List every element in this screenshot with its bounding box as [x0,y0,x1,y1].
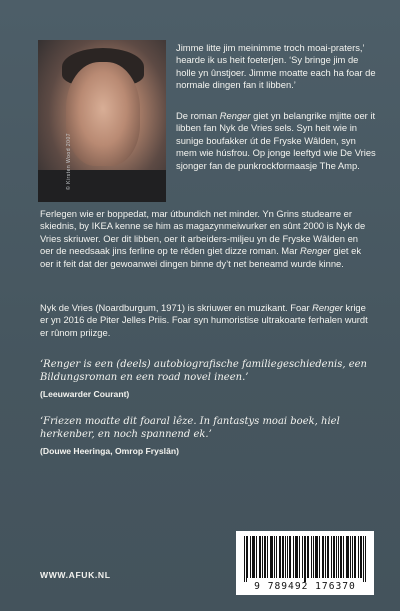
barcode-bar [323,536,324,578]
barcode-bar [252,536,253,578]
publisher-website: WWW.AFUK.NL [40,570,111,580]
review-source-2: (Douwe Heeringa, Omrop Fryslân) [40,446,179,456]
barcode-bar [304,536,305,582]
review-quote-2: ‘Friezen moatte dit foaral lêze. In fantastys moai boek, hiel herkenber, en noch spannend ek.’ [40,416,340,440]
barcode-bar [328,536,329,578]
barcode-bar [361,536,362,578]
barcode-bar [341,536,342,578]
barcode-bar [313,536,314,578]
barcode-bar [338,536,339,578]
barcode-bar [365,536,366,582]
barcode-bar [315,536,316,578]
barcode-bar [325,536,326,578]
barcode-bar [297,536,298,578]
isbn-barcode [236,531,374,595]
barcode-bar [319,536,320,578]
barcode-bar [272,536,273,578]
bio-book-title: Renger [312,302,343,313]
barcode-bar [308,536,309,578]
barcode-bar [299,536,300,578]
barcode-bar [274,536,275,578]
barcode-bar [282,536,283,578]
blurb-paragraph [176,110,376,172]
author-face [66,62,140,166]
barcode-bar [302,536,303,578]
barcode-bar [340,536,341,578]
barcode-bar [264,536,265,578]
barcode-bar [363,536,364,582]
barcode-bar [331,536,332,578]
author-photo [38,40,166,202]
blurb-text-4: giet ek oer it feit dat der gewoanwei dingen binne dy’t net beneamd wurde kinne. [40,245,362,269]
barcode-bar [333,536,334,578]
blurb-book-title: Renger [219,110,251,121]
barcode-bar [343,536,344,578]
barcode-bar [348,536,349,578]
barcode-bar [262,536,263,578]
review-quote-1: ‘Renger is een (deels) autobiografische familiegeschiedenis, een Bildungsroman en een road novel ineen.’ [40,359,367,383]
review-source-1: (Leeuwarder Courant) [40,389,130,399]
bio-text-2: krige er yn 2016 de Piter Jelles Priis. Foar syn humoristise ultrakoarte ferhalen wurdt er rûnom priizge. [40,302,368,338]
barcode-bar [253,536,254,578]
barcode-bar [355,536,356,578]
barcode-bar [360,536,361,578]
barcode-bar [287,536,288,578]
photo-credit: © Kirsten Wood 2007 [66,132,72,190]
blurb-text-1: De roman [176,110,218,121]
barcode-bars [244,536,366,582]
barcode-bar [279,536,280,578]
barcode-bar [311,536,312,578]
barcode-bar [271,536,272,578]
barcode-bar [322,536,323,578]
barcode-bar [280,536,281,578]
barcode-bar [334,536,335,578]
barcode-bar [259,536,260,578]
barcode-bar [265,536,266,578]
bio-text-1: Nyk de Vries (Noardburgum, 1971) is skriuwer en muzikant. Foar [40,302,310,313]
barcode-bar [276,536,277,578]
barcode-bar [307,536,308,578]
barcode-bar [289,536,290,578]
barcode-bar [350,536,351,578]
barcode-bar [327,536,328,578]
barcode-bar [296,536,297,578]
barcode-bar [293,536,294,578]
barcode-bar [305,536,306,582]
blurb-text-3: Ferlegen wie er boppedat, mar útbundich net minder. Yn Grins studearre er skiednis, by IKEA kenne se him as magazynmeiwurker en sûnt 2000 is Nyk de Vries skriuwer. Oer dit libben, oer it arbeiders-miljeu yn de Fryske Wâlden en oer de needsaak jins ferline op te rêden giet dizze roman. Mar [40,208,366,257]
barcode-bar [354,536,355,578]
author-bio [40,302,374,339]
intro-quote: Jimme litte jim meinimme troch moai-praters,’ hearde ik us heit foeterjen. ‘Sy bringe jim de holle yn ûnstjoer. Jimme moatte each ha foar de normale dingen fan it libben.’ [176,42,376,91]
barcode-bar [256,536,257,578]
barcode-bar [336,536,337,578]
barcode-bar [346,536,347,578]
barcode-bar [352,536,353,578]
barcode-bar [283,536,284,578]
barcode-bar [270,536,271,578]
blurb-text-2: giet yn belangrike mjitte oer it libben fan Nyk de Vries sels. Syn heit wie in sunige boufakker út de Fryske Wâlden, syn mem wie húsfrou. Op jonge leeftyd wie De Vries sjonger fan de punkrockformaasje The Amp. [176,110,376,171]
barcode-bar [254,536,255,578]
blurb-paragraph-continued [40,208,374,270]
author-shirt [38,170,166,202]
barcode-bar [260,536,261,578]
barcode-bar [295,536,296,578]
isbn-digits: 9 789492 176370 [254,581,356,592]
barcode-bar [347,536,348,578]
barcode-bar [316,536,317,578]
barcode-bar [247,536,248,578]
barcode-bar [290,536,291,578]
blurb-book-title-2: Renger [300,245,331,257]
barcode-bar [358,536,359,578]
barcode-bar [250,536,251,578]
barcode-bar [267,536,268,578]
barcode-bar [317,536,318,578]
barcode-bar [285,536,286,578]
barcode-bar [246,536,247,582]
barcode-bar [244,536,245,582]
